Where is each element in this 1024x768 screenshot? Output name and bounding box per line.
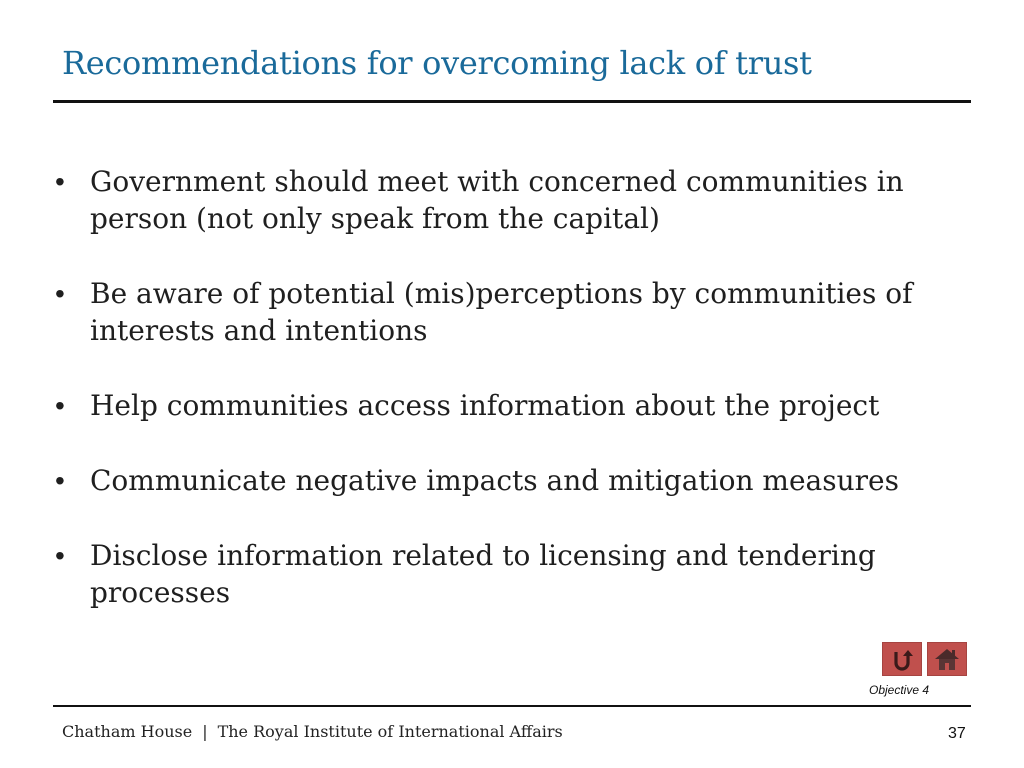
bullet-text: Disclose information related to licensing and tendering processes [90,539,876,609]
bullet-text: Government should meet with concerned communities in person (not only speak from the capital) [90,165,904,235]
home-icon [933,646,961,672]
footer-org: Chatham House [62,722,193,741]
objective-label: Objective 4 [869,683,930,697]
bullet-marker: • [55,540,65,571]
bullet-item [55,163,985,237]
bullet-text: Be aware of potential (mis)perceptions by communities of interests and intentions [90,277,913,347]
bullet-item [55,387,985,424]
footer-separator: | [202,722,208,741]
footer-subtitle: The Royal Institute of International Affairs [217,722,563,741]
slide-title: Recommendations for overcoming lack of trust [62,44,812,82]
return-arrow-icon [889,646,915,672]
bullet-item [55,275,985,349]
page-number: 37 [948,725,966,742]
title-divider [53,100,971,103]
footer-divider [53,705,971,707]
bullet-marker: • [55,278,65,309]
bullet-marker: • [55,390,65,421]
bullet-marker: • [55,166,65,197]
back-button[interactable] [882,642,922,676]
bullet-text: Communicate negative impacts and mitigation measures [90,464,899,497]
bullet-text: Help communities access information about the project [90,389,880,422]
home-button[interactable] [927,642,967,676]
bullet-list [55,163,985,649]
bullet-item [55,462,985,499]
bullet-item [55,537,985,611]
footer-text [62,722,563,741]
bullet-marker: • [55,465,65,496]
